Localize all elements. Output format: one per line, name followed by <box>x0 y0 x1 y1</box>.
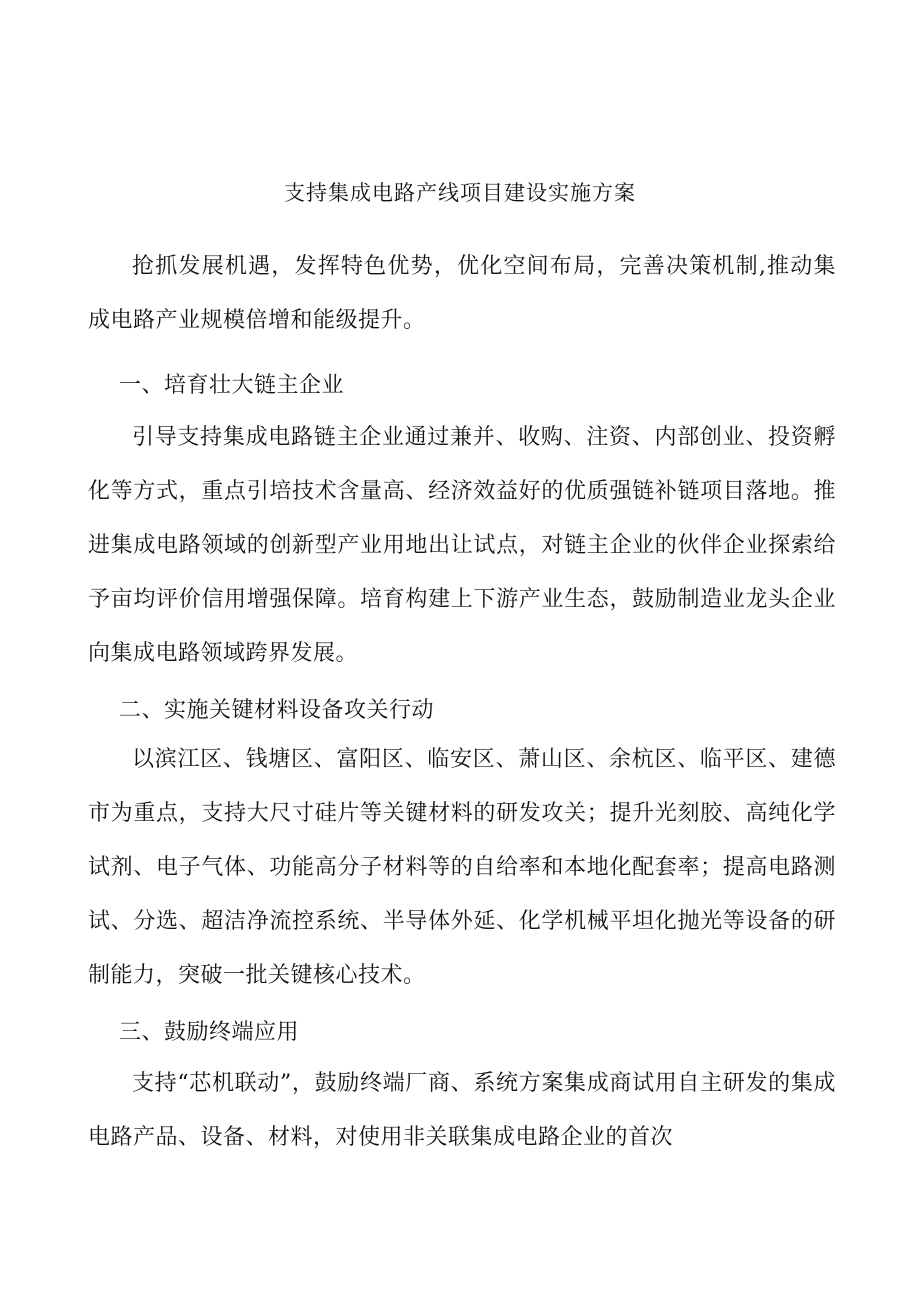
section-body-2: 以滨江区、钱塘区、富阳区、临安区、萧山区、余杭区、临平区、建德市为重点，支持大尺寸硅片等关键材料的研发攻关；提升光刻胶、高纯化学试剂、电子气体、功能高分子材料等的自给率和本地化配套率；提高电路测试、分选、超洁净流控系统、半导体外延、化学机械平坦化抛光等设备的研制能力，突破一批关键核心技术。 <box>88 747 836 988</box>
intro-paragraph: 抢抓发展机遇，发挥特色优势，优化空间布局，完善决策机制,推动集成电路产业规模倍增和能级提升。 <box>88 254 836 333</box>
section-heading-2: 二、实施关键材料设备攻关行动 <box>119 698 435 723</box>
document-title: 支持集成电路产线项目建设实施方案 <box>284 181 636 205</box>
section-heading-3: 三、鼓励终端应用 <box>119 1020 300 1045</box>
section-body-1: 引导支持集成电路链主企业通过兼并、收购、注资、内部创业、投资孵化等方式，重点引培技术含量高、经济效益好的优质强链补链项目落地。推进集成电路领域的创新型产业用地出让试点，对链主企业的伙伴企业探索给予亩均评价信用增强保障。培育构建上下游产业生态，鼓励制造业龙头企业向集成电路领域跨界发展。 <box>88 425 836 666</box>
section-body-3: 支持“芯机联动”，鼓励终端厂商、系统方案集成商试用自主研发的集成电路产品、设备、材料，对使用非关联集成电路企业的首次 <box>88 1071 836 1150</box>
section-heading-1: 一、培育壮大链主企业 <box>119 373 345 398</box>
